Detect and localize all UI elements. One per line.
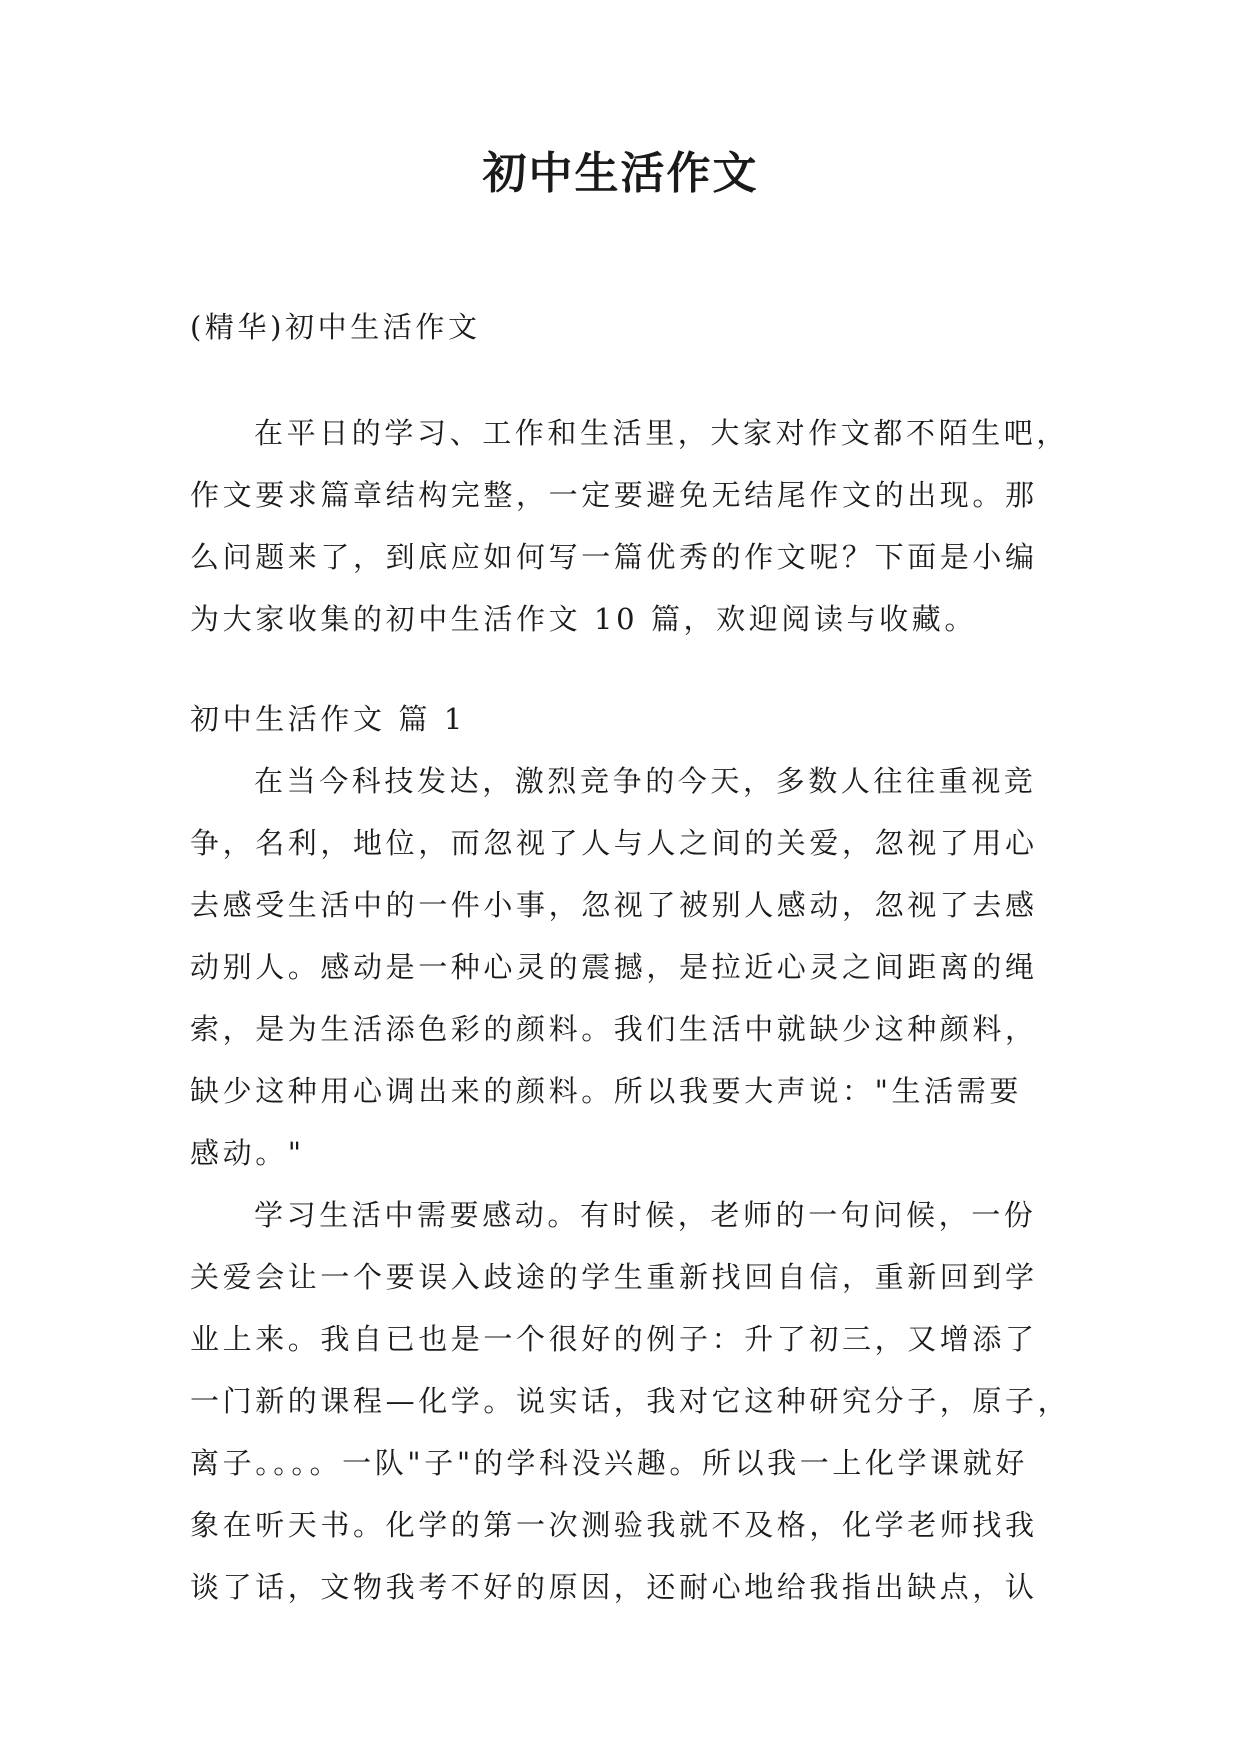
section-heading: 初中生活作文 篇 1 — [190, 702, 466, 736]
document-body — [190, 296, 1071, 1618]
intro-line: 作文要求篇章结构完整，一定要避免无结尾作文的出现。那 — [190, 478, 1038, 512]
document-subtitle: (精华)初中生活作文 — [190, 310, 481, 344]
paragraph-line: 去感受生活中的一件小事，忽视了被别人感动，忽视了去感 — [190, 888, 1038, 922]
document-title: 初中生活作文 — [482, 148, 759, 199]
paragraph-line: 学习生活中需要感动。有时候，老师的一句问候，一份 — [254, 1198, 1037, 1232]
body-paragraph-1 — [190, 750, 1056, 1184]
paragraph-line: 感动。" — [190, 1136, 305, 1170]
paragraph-line: 缺少这种用心调出来的颜料。所以我要大声说："生活需要 — [190, 1074, 1022, 1108]
body-paragraph-2 — [190, 1184, 1071, 1618]
paragraph-line: 索，是为生活添色彩的颜料。我们生活中就缺少这种颜料， — [190, 1012, 1038, 1046]
paragraph-line: 离子。。。。一队"子"的学科没兴趣。所以我一上化学课就好 — [190, 1446, 1028, 1480]
paragraph-line: 业上来。我自已也是一个很好的例子：升了初三，又增添了 — [190, 1322, 1038, 1356]
intro-line: 为大家收集的初中生活作文 10 篇，欢迎阅读与收藏。 — [190, 602, 977, 636]
paragraph-line: 关爱会让一个要误入歧途的学生重新找回自信，重新回到学 — [190, 1260, 1038, 1294]
paragraph-line: 争，名利，地位，而忽视了人与人之间的关爱，忽视了用心 — [190, 826, 1038, 860]
intro-line: 在平日的学习、工作和生活里，大家对作文都不陌生吧， — [254, 416, 1070, 450]
paragraph-line: 象在听天书。化学的第一次测验我就不及格，化学老师找我 — [190, 1508, 1038, 1542]
paragraph-line: 在当今科技发达，激烈竞争的今天，多数人往往重视竞 — [254, 764, 1037, 798]
intro-line: 么问题来了，到底应如何写一篇优秀的作文呢？下面是小编 — [190, 540, 1038, 574]
intro-paragraph — [190, 402, 1070, 650]
paragraph-line: 一门新的课程—化学。说实话，我对它这种研究分子，原子， — [190, 1384, 1071, 1418]
paragraph-line: 谈了话，文物我考不好的原因，还耐心地给我指出缺点，认 — [190, 1570, 1038, 1604]
paragraph-line: 动别人。感动是一种心灵的震撼，是拉近心灵之间距离的绳 — [190, 950, 1038, 984]
